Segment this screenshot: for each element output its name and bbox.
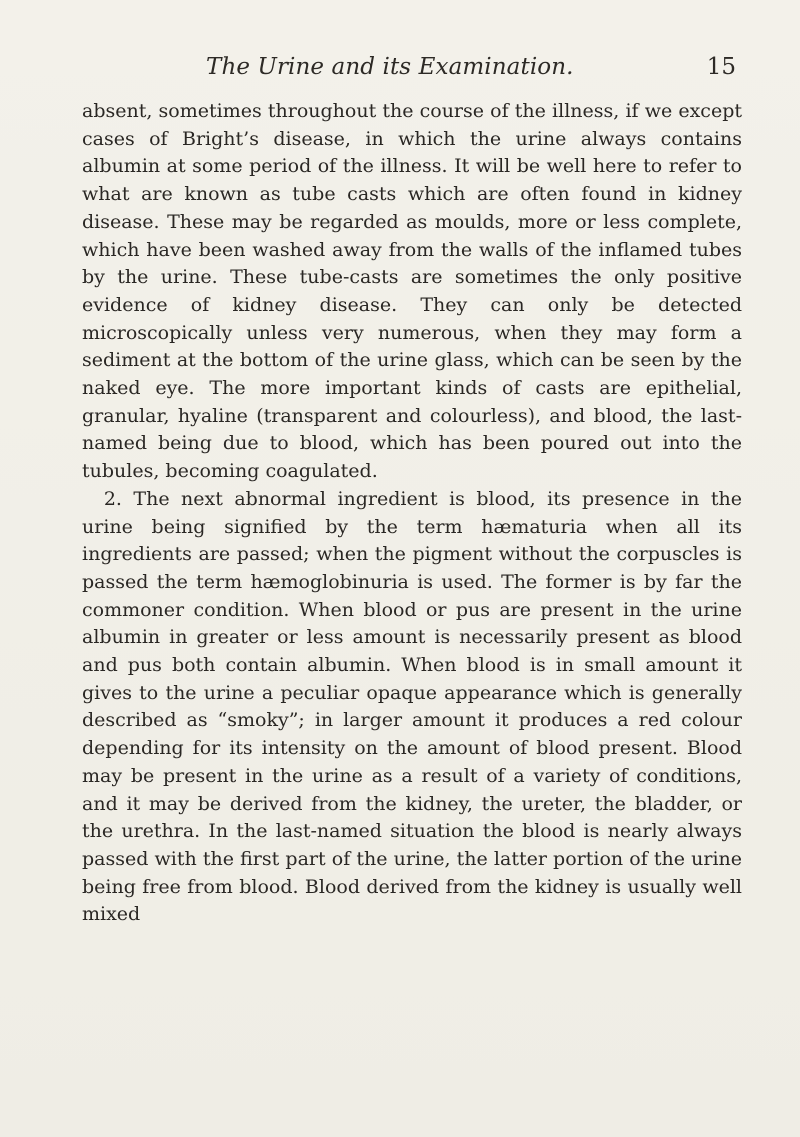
page-header — [82, 54, 740, 86]
running-head: The Urine and its Examination. — [206, 54, 574, 80]
paragraph-blood: 2. The next abnormal ingredient is blood, its presence in the urine being signified by the term hæmaturia when all its ingredients are passed; when the pigment without the corpuscles is passed the term hæmoglobinuria is used. The former is by far the commoner condition. When blood or pus are present in the urine albumin in greater or less amount is necessarily present as blood and pus both contain albumin. When blood is in small amount it gives to the urine a peculiar opaque appearance which is generally described as “smoky”; in larger amount it produces a red colour depending for its intensity on the amount of blood present. Blood may be present in the urine as a result of a variety of conditions, and it may be derived from the kidney, the ureter, the bladder, or the urethra. In the last-named situation the blood is nearly always passed with the first part of the urine, the latter portion of the urine being free from blood. Blood derived from the kidney is usually well mixed — [82, 487, 742, 926]
paragraph-continued: absent, sometimes throughout the course of the illness, if we except cases of Bright’s disease, in which the urine always contains albumin at some period of the illness. It will be well here to refer to what are known as tube casts which are often found in kidney disease. These may be regarded as moulds, more or less complete, which have been washed away from the walls of the inflamed tubes by the urine. These tube-casts are sometimes the only positive evidence of kidney disease. They can only be detected microscopically unless very numerous, when they may form a sediment at the bottom of the urine glass, which can be seen by the naked eye. The more important kinds of casts are epithelial, granular, hyaline (transparent and colourless), and blood, the last-named being due to blood, which has been poured out into the tubules, becoming coagulated. — [82, 100, 742, 483]
page-number: 15 — [706, 54, 736, 80]
body-text — [82, 98, 742, 929]
